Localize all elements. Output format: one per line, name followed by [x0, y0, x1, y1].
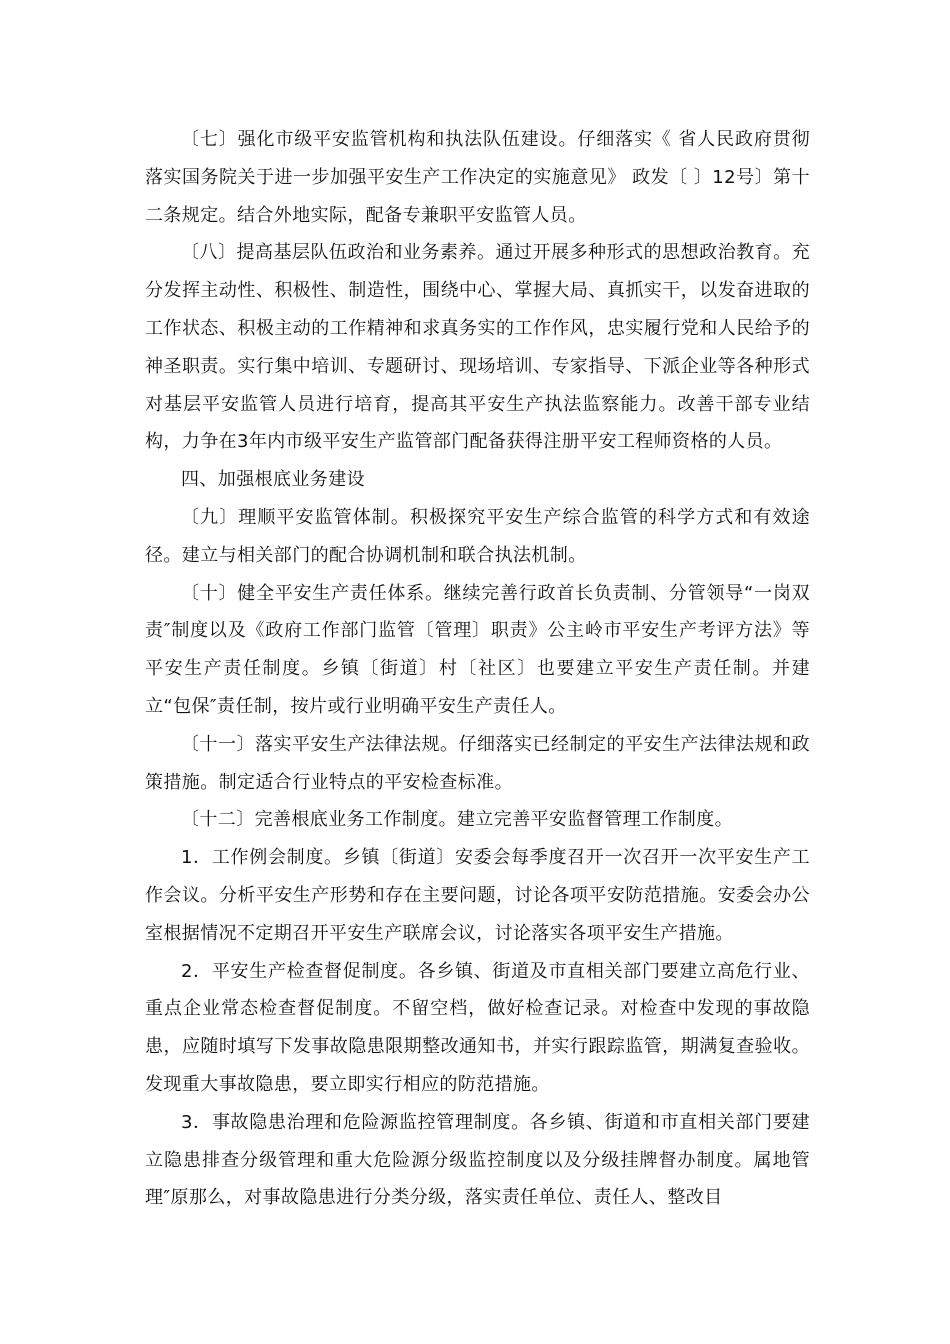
paragraph-9: 〔九〕理顺平安监管体制。积极探究平安生产综合监管的科学方式和有效途径。建立与相关部门的配合协调机制和联合执法机制。 — [145, 506, 810, 566]
paragraph-8: 〔八〕提高基层队伍政治和业务素养。通过开展多种形式的思想政治教育。充分发挥主动性、积极性、制造性，围绕中心、掌握大局、真抓实干，以发奋进取的工作状态、积极主动的工作精神和求真务实的工作作风，忠实履行党和人民给予的神圣职责。实行集中培训、专题研讨、现场培训、专家指导、下派企业等各种形式对基层平安监管人员进行培育，提高其平安生产执法监察能力。改善干部专业结构，力争在3年内市级平安生产监管部门配备获得注册平安工程师资格的人员。 — [145, 242, 810, 453]
paragraph-7: 〔七〕强化市级平安监管机构和执法队伍建设。仔细落实《 省人民政府贯彻落实国务院关于进一步加强平安生产工作决定的实施意见》 政发〔 〕12号〕第十二条规定。结合外地实际，配备专兼职平安监管人员。 — [145, 129, 810, 226]
section-heading-4: 四、加强根底业务建设 — [181, 469, 365, 491]
list-item-2: 2．平安生产检查督促制度。各乡镇、街道及市直相关部门要建立高危行业、重点企业常态检查督促制度。不留空档，做好检查记录。对检查中发现的事故隐患，应随时填写下发事故隐患限期整改通知书，并实行跟踪监管，期满复查验收。发现重大事故隐患，要立即实行相应的防范措施。 — [145, 960, 810, 1095]
document-body — [145, 121, 810, 1217]
list-item-3: 3．事故隐患治理和危险源监控管理制度。各乡镇、街道和市直相关部门要建立隐患排查分级管理和重大危险源分级监控制度以及分级挂牌督办制度。属地管理″原那么，对事故隐患进行分类分级，落实责任单位、责任人、整改目 — [145, 1111, 810, 1209]
paragraph-10: 〔十〕健全平安生产责任体系。继续完善行政首长负责制、分管领导“一岗双责″制度以及《政府工作部门监管〔管理〕职责》公主岭市平安生产考评方法》等平安生产责任制度。乡镇〔街道〕村〔社区〕也要建立平安生产责任制。并建立“包保″责任制，按片或行业明确平安生产责任人。 — [145, 582, 810, 717]
list-item-1: 1．工作例会制度。乡镇〔街道〕安委会每季度召开一次召开一次平安生产工作会议。分析平安生产形势和存在主要问题，讨论各项平安防范措施。安委会办公室根据情况不定期召开平安生产联席会议，讨论落实各项平安生产措施。 — [145, 847, 810, 944]
paragraph-12: 〔十二〕完善根底业务工作制度。建立完善平安监督管理工作制度。 — [181, 809, 733, 831]
paragraph-11: 〔十一〕落实平安生产法律法规。仔细落实已经制定的平安生产法律法规和政策措施。制定适合行业特点的平安检查标准。 — [145, 733, 810, 793]
